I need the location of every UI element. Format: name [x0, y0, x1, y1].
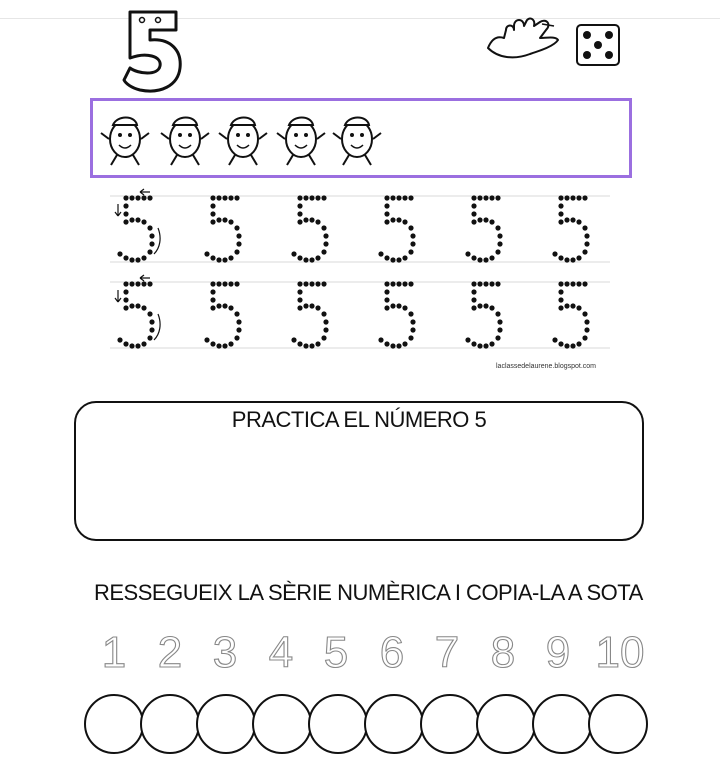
character-icon [275, 109, 327, 167]
sequence-number: 8 [490, 628, 516, 677]
dice-icon [576, 24, 620, 66]
counting-characters-frame [90, 98, 632, 178]
dotted-five [552, 281, 589, 348]
character-icon [331, 109, 383, 167]
sequence-number: 2 [157, 628, 183, 677]
sequence-number: 5 [323, 628, 349, 677]
dotted-five [291, 195, 328, 262]
big-number-five-icon [118, 6, 188, 96]
dotted-five [204, 195, 241, 262]
dotted-five [552, 195, 589, 262]
sequence-number: 3 [212, 628, 238, 677]
answer-circle[interactable] [420, 694, 480, 754]
credit-text: laclassedelaurene.blogspot.com [496, 363, 597, 370]
sequence-number: 4 [268, 628, 294, 677]
dotted-five [378, 281, 415, 348]
sequence-number: 1 [101, 628, 127, 677]
sequence-number: 10 [595, 628, 645, 677]
instruction-text: RESSEGUEIX LA SÈRIE NUMÈRICA I COPIA-LA A SOTA [94, 580, 643, 605]
answer-circle[interactable] [196, 694, 256, 754]
character-icon [99, 109, 151, 167]
dotted-five [465, 195, 502, 262]
dotted-five [117, 281, 154, 348]
answer-circle[interactable] [84, 694, 144, 754]
sequence-number: 7 [434, 628, 460, 677]
answer-circle[interactable] [308, 694, 368, 754]
sequence-number: 6 [379, 628, 405, 677]
number-sequence [86, 626, 652, 686]
practice-title: PRACTICA EL NÚMERO 5 [231, 407, 487, 432]
answer-circle[interactable] [588, 694, 648, 754]
answer-circles [84, 694, 648, 756]
top-bar [0, 0, 720, 19]
sequence-number: 9 [545, 628, 571, 677]
hand-icon [484, 8, 562, 60]
dotted-five [117, 195, 154, 262]
dotted-five [465, 281, 502, 348]
answer-circle[interactable] [364, 694, 424, 754]
answer-circle[interactable] [252, 694, 312, 754]
tracing-area [110, 188, 610, 358]
dotted-five [291, 281, 328, 348]
answer-circle[interactable] [532, 694, 592, 754]
character-icon [217, 109, 269, 167]
practice-box[interactable] [74, 401, 644, 541]
dotted-five [378, 195, 415, 262]
answer-circle[interactable] [140, 694, 200, 754]
answer-circle[interactable] [476, 694, 536, 754]
dotted-five [204, 281, 241, 348]
character-icon [159, 109, 211, 167]
